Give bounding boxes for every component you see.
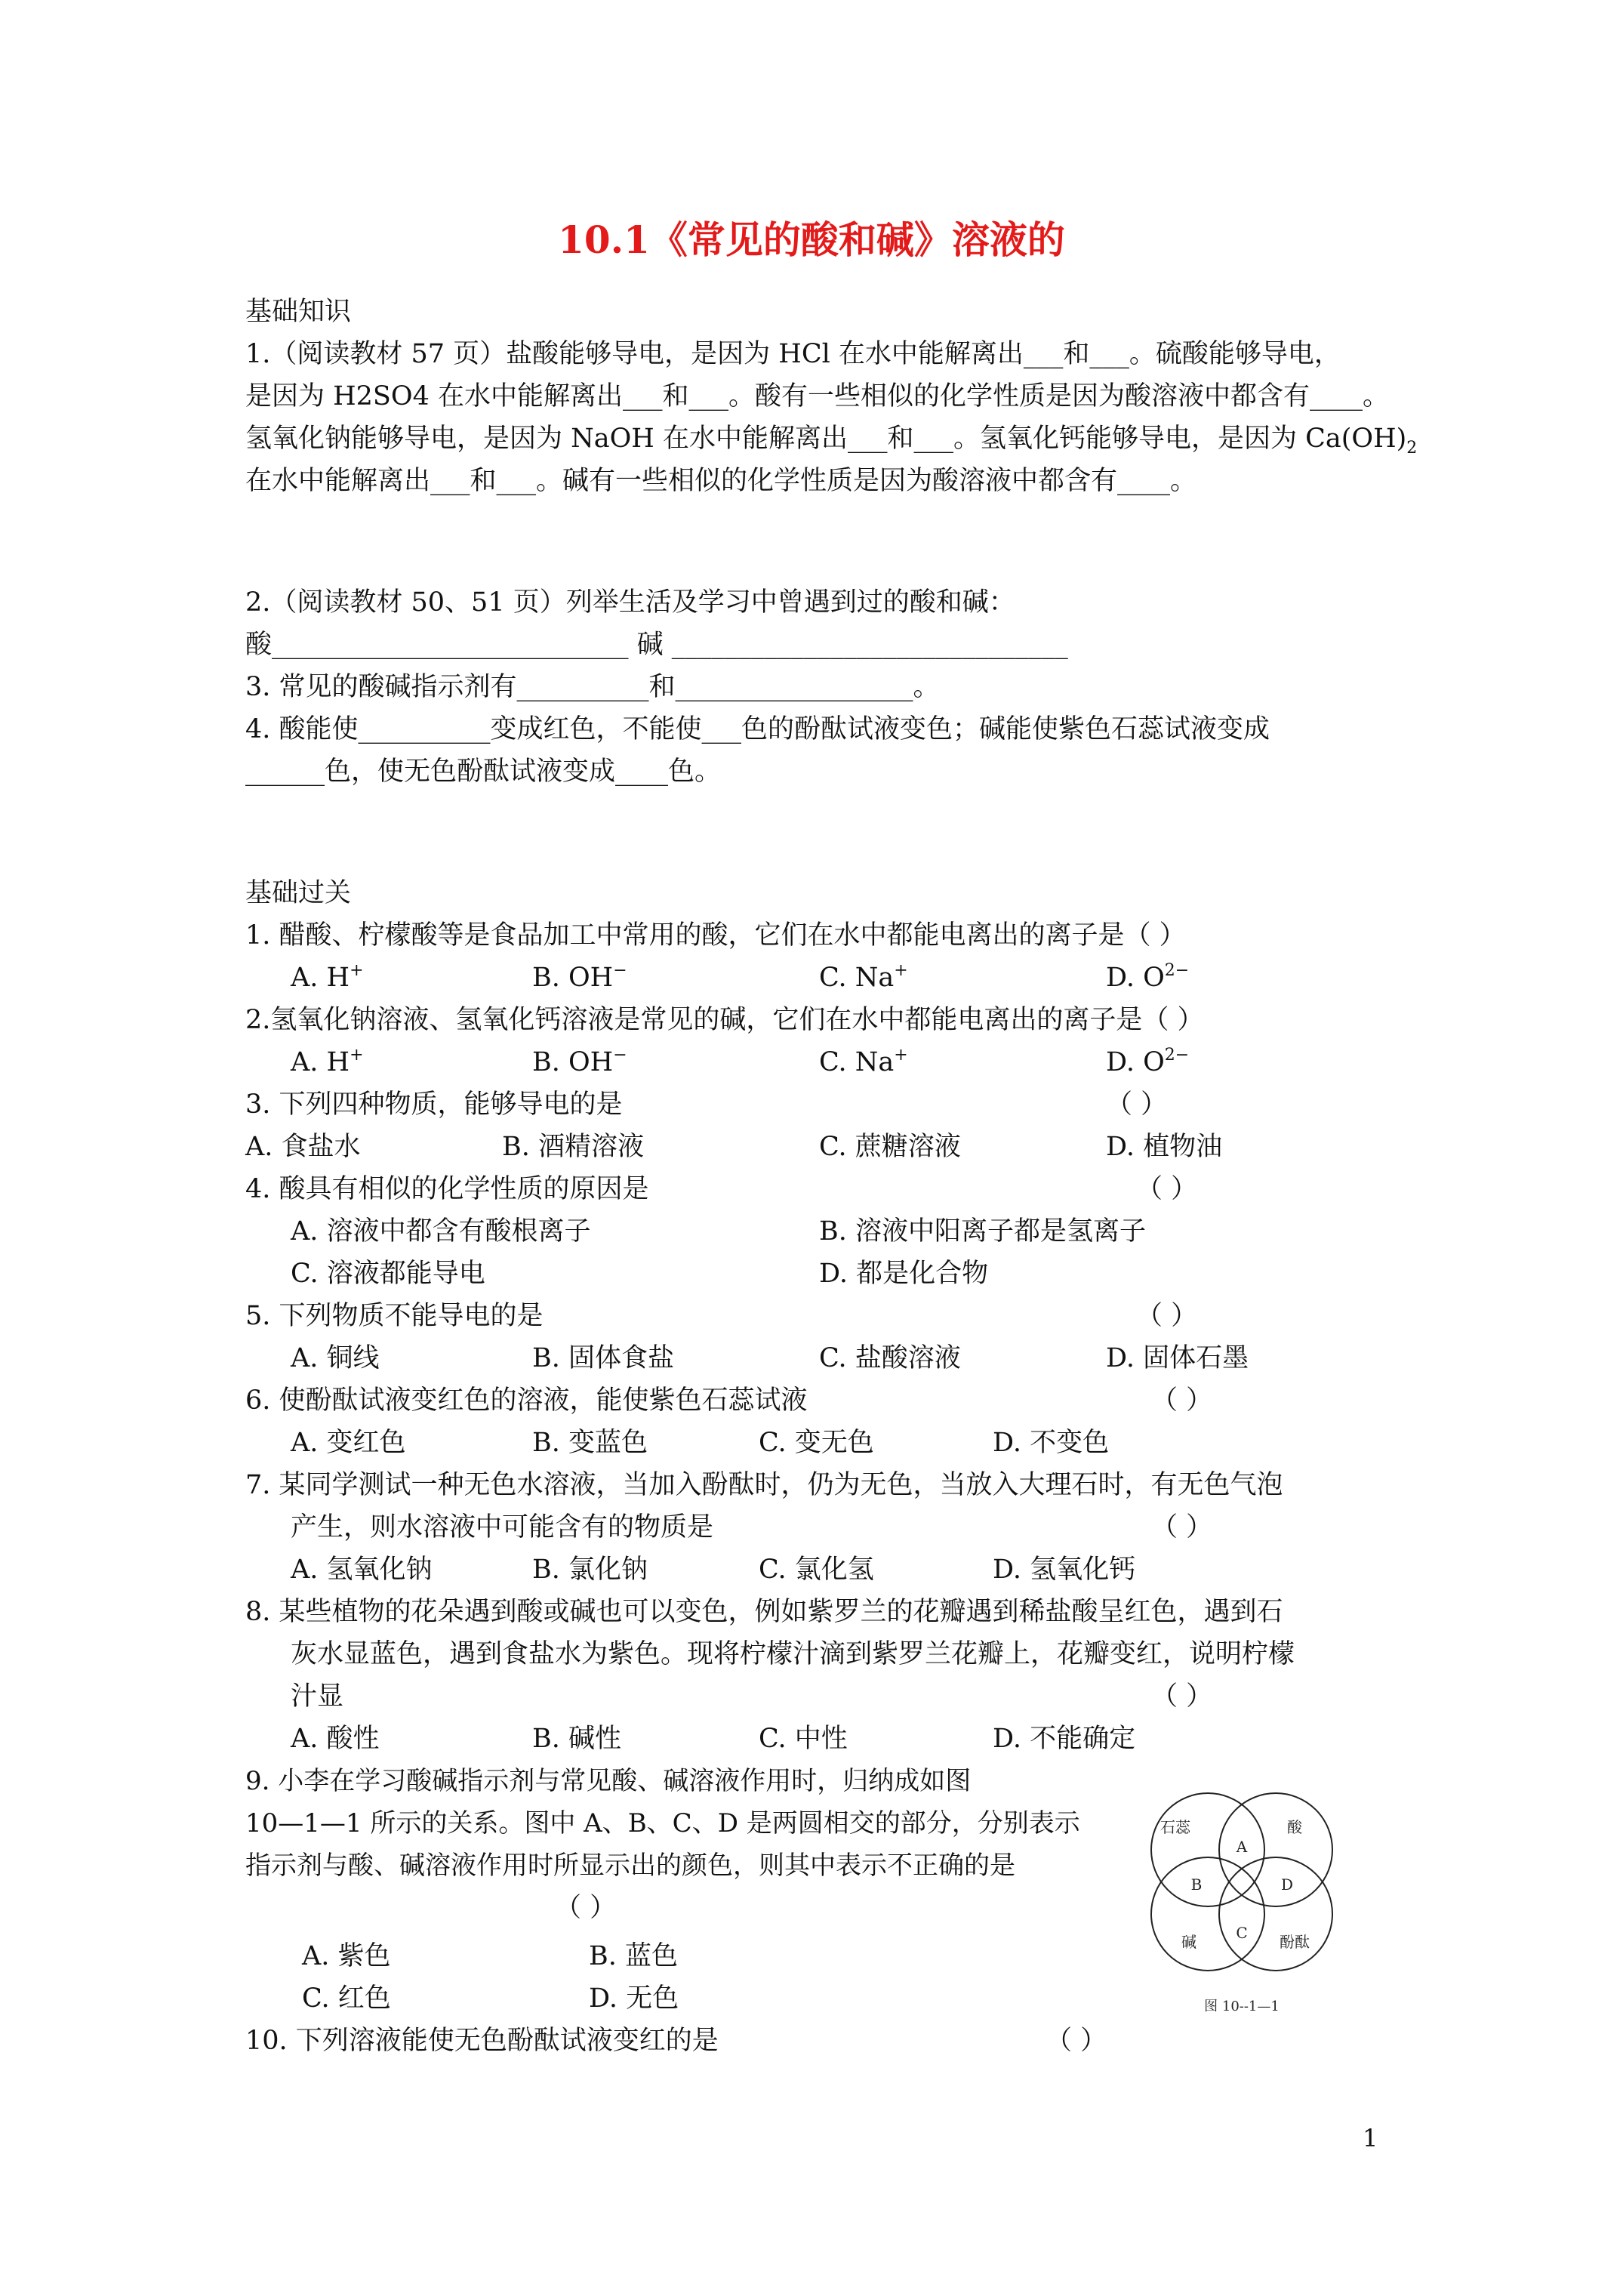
check-q6-option-b: B. 变蓝色	[532, 1428, 648, 1458]
option-d-text: D. O	[1106, 963, 1165, 993]
knowledge-q4-line1: 4. 酸能使__________变成红色，不能使___色的酚酞试液变色；碱能使紫色石蕊试液变成	[245, 714, 1270, 744]
option-c-text: C. Na	[819, 1047, 895, 1077]
check-q2-option-d	[1106, 1043, 1189, 1081]
knowledge-q1-line3	[245, 420, 1417, 458]
check-q8-line1: 8. 某些植物的花朵遇到酸或碱也可以变色，例如紫罗兰的花瓣遇到稀盐酸呈红色，遇到石	[245, 1597, 1283, 1627]
charge-superscript: 2−	[1164, 961, 1190, 980]
check-q10-stem: 10. 下列溶液能使无色酚酞试液变红的是	[245, 2026, 719, 2056]
check-q8-line3: 汁显	[291, 1681, 344, 1712]
check-q9-line2: 10—1—1 所示的关系。图中 A、B、C、D 是两圆相交的部分，分别表示	[245, 1808, 1080, 1838]
check-q8-option-b: B. 碱性	[532, 1724, 621, 1754]
check-q2-option-b	[532, 1043, 627, 1081]
knowledge-q2-line2: 酸___________________________ 碱 ______________________________	[245, 630, 1068, 660]
check-q1-option-b	[532, 959, 627, 997]
check-q1-option-d	[1106, 959, 1189, 997]
check-q3-option-a: A. 食盐水	[245, 1132, 361, 1162]
check-q4-stem: 4. 酸具有相似的化学性质的原因是	[245, 1174, 649, 1204]
check-q7-line2: 产生，则水溶液中可能含有的物质是	[291, 1512, 714, 1542]
check-q4-option-d: D. 都是化合物	[819, 1259, 989, 1289]
check-q7-line1: 7. 某同学测试一种无色水溶液，当加入酚酞时，仍为无色，当放入大理石时，有无色气泡	[245, 1470, 1283, 1500]
check-q9-option-d: D. 无色	[589, 1983, 679, 2014]
check-q3-option-d: D. 植物油	[1106, 1132, 1223, 1162]
check-q3-option-c: C. 蔗糖溶液	[819, 1132, 961, 1162]
check-q7-answer-paren: （ ）	[1151, 1512, 1213, 1542]
page-title: 10.1《常见的酸和碱》溶液的	[558, 217, 1065, 262]
knowledge-q3: 3. 常见的酸碱指示剂有__________和__________________。	[245, 672, 940, 702]
check-q5-stem: 5. 下列物质不能导电的是	[245, 1301, 544, 1331]
check-q6-answer-paren: （ ）	[1151, 1385, 1213, 1416]
knowledge-q1-line1: 1.（阅读教材 57 页）盐酸能够导电，是因为 HCl 在水中能解离出___和___。硫酸能够导电，	[245, 339, 1341, 369]
check-q1-option-c	[819, 959, 908, 997]
region-label-d: D	[1280, 1875, 1294, 1894]
check-q6-option-c: C. 变无色	[759, 1428, 874, 1458]
check-q6-option-d: D. 不变色	[993, 1428, 1110, 1458]
knowledge-q2-line1: 2.（阅读教材 50、51 页）列举生活及学习中曾遇到过的酸和碱：	[245, 587, 1015, 618]
charge-superscript: −	[613, 1046, 627, 1065]
check-q9-line1: 9. 小李在学习酸碱指示剂与常见酸、碱溶液作用时，归纳成如图	[245, 1766, 972, 1796]
charge-superscript: +	[350, 1046, 364, 1065]
knowledge-q1-line3-text: 氢氧化钠能够导电，是因为 NaOH 在水中能解离出___和___。氢氧化钙能够导电，是因为 Ca(OH)	[245, 424, 1407, 454]
check-q4-answer-paren: （ ）	[1136, 1174, 1198, 1204]
region-label-a: A	[1236, 1838, 1248, 1856]
check-q1-option-a	[291, 959, 364, 997]
option-d-text: D. O	[1106, 1047, 1165, 1077]
check-q8-answer-paren: （ ）	[1151, 1681, 1213, 1712]
check-q5-option-a: A. 铜线	[291, 1343, 380, 1373]
figure-caption: 图 10--1—1	[1204, 1999, 1280, 2014]
check-q2-option-c	[819, 1043, 908, 1081]
check-q8-line2: 灰水显蓝色，遇到食盐水为紫色。现将柠檬汁滴到紫罗兰花瓣上，花瓣变红，说明柠檬	[291, 1639, 1295, 1669]
check-q5-option-c: C. 盐酸溶液	[819, 1343, 961, 1373]
litmus-circle	[1151, 1793, 1264, 1906]
check-q5-option-b: B. 固体食盐	[532, 1343, 674, 1373]
check-q9-answer-paren: （ ）	[555, 1893, 617, 1923]
section-heading-basic-checks: 基础过关	[245, 878, 352, 908]
knowledge-q1-line4: 在水中能解离出___和___。碱有一些相似的化学性质是因为酸溶液中都含有____。	[245, 466, 1197, 496]
check-q4-option-c: C. 溶液都能导电	[291, 1259, 485, 1289]
circle-label-base: 碱	[1181, 1933, 1196, 1951]
check-q1-stem: 1. 醋酸、柠檬酸等是食品加工中常用的酸，它们在水中都能电离出的离子是（ ）	[245, 920, 1186, 951]
charge-superscript: +	[894, 961, 908, 980]
check-q7-option-d: D. 氢氧化钙	[993, 1555, 1136, 1585]
option-b-text: B. OH	[532, 963, 614, 993]
charge-superscript: +	[350, 961, 364, 980]
check-q3-answer-paren: （ ）	[1106, 1089, 1168, 1120]
check-q8-option-a: A. 酸性	[291, 1724, 380, 1754]
check-q3-option-b: B. 酒精溶液	[502, 1132, 644, 1162]
circle-label-phenolphthalein: 酚酞	[1280, 1933, 1310, 1951]
section-heading-basic-knowledge: 基础知识	[245, 297, 352, 327]
region-label-c: C	[1236, 1924, 1248, 1942]
check-q8-option-d: D. 不能确定	[993, 1724, 1136, 1754]
check-q6-stem: 6. 使酚酞试液变红色的溶液，能使紫色石蕊试液	[245, 1385, 808, 1416]
check-q6-option-a: A. 变红色	[291, 1428, 406, 1458]
indicator-circles-figure	[1129, 1771, 1355, 2020]
page-number: 1	[1363, 2124, 1378, 2153]
check-q4-option-b: B. 溶液中阳离子都是氢离子	[819, 1216, 1146, 1247]
knowledge-q1-line2: 是因为 H2SO4 在水中能解离出___和___。酸有一些相似的化学性质是因为酸溶液中都含有____。	[245, 381, 1389, 411]
check-q9-option-c: C. 红色	[302, 1983, 391, 2014]
circle-label-litmus: 石蕊	[1160, 1818, 1190, 1836]
check-q7-option-a: A. 氢氧化钠	[291, 1555, 433, 1585]
charge-superscript: −	[613, 961, 627, 980]
option-a-text: A. H	[291, 1047, 350, 1077]
check-q4-option-a: A. 溶液中都含有酸根离子	[291, 1216, 591, 1247]
check-q3-stem: 3. 下列四种物质，能够导电的是	[245, 1089, 623, 1120]
knowledge-q4-line2: ______色，使无色酚酞试液变成____色。	[245, 757, 722, 787]
check-q5-option-d: D. 固体石墨	[1106, 1343, 1249, 1373]
check-q5-answer-paren: （ ）	[1136, 1301, 1198, 1331]
check-q7-option-c: C. 氯化氢	[759, 1555, 874, 1585]
base-circle	[1151, 1857, 1264, 1971]
check-q9-line3: 指示剂与酸、碱溶液作用时所显示出的颜色，则其中表示不正确的是	[245, 1851, 1015, 1881]
circle-label-acid: 酸	[1287, 1818, 1302, 1836]
subscript-2: 2	[1406, 439, 1418, 458]
check-q2-option-a	[291, 1043, 364, 1081]
charge-superscript: +	[894, 1046, 908, 1065]
charge-superscript: 2−	[1164, 1046, 1190, 1065]
option-b-text: B. OH	[532, 1047, 614, 1077]
check-q7-option-b: B. 氯化钠	[532, 1555, 648, 1585]
phenolphthalein-circle	[1219, 1857, 1332, 1971]
check-q8-option-c: C. 中性	[759, 1724, 848, 1754]
check-q9-option-a: A. 紫色	[302, 1941, 391, 1971]
check-q2-stem: 2.氢氧化钠溶液、氢氧化钙溶液是常见的碱，它们在水中都能电离出的离子是（ ）	[245, 1005, 1204, 1035]
check-q10-answer-paren: （ ）	[1046, 2026, 1107, 2056]
option-c-text: C. Na	[819, 963, 895, 993]
check-q9-option-b: B. 蓝色	[589, 1941, 678, 1971]
option-a-text: A. H	[291, 963, 350, 993]
region-label-b: B	[1190, 1875, 1203, 1894]
